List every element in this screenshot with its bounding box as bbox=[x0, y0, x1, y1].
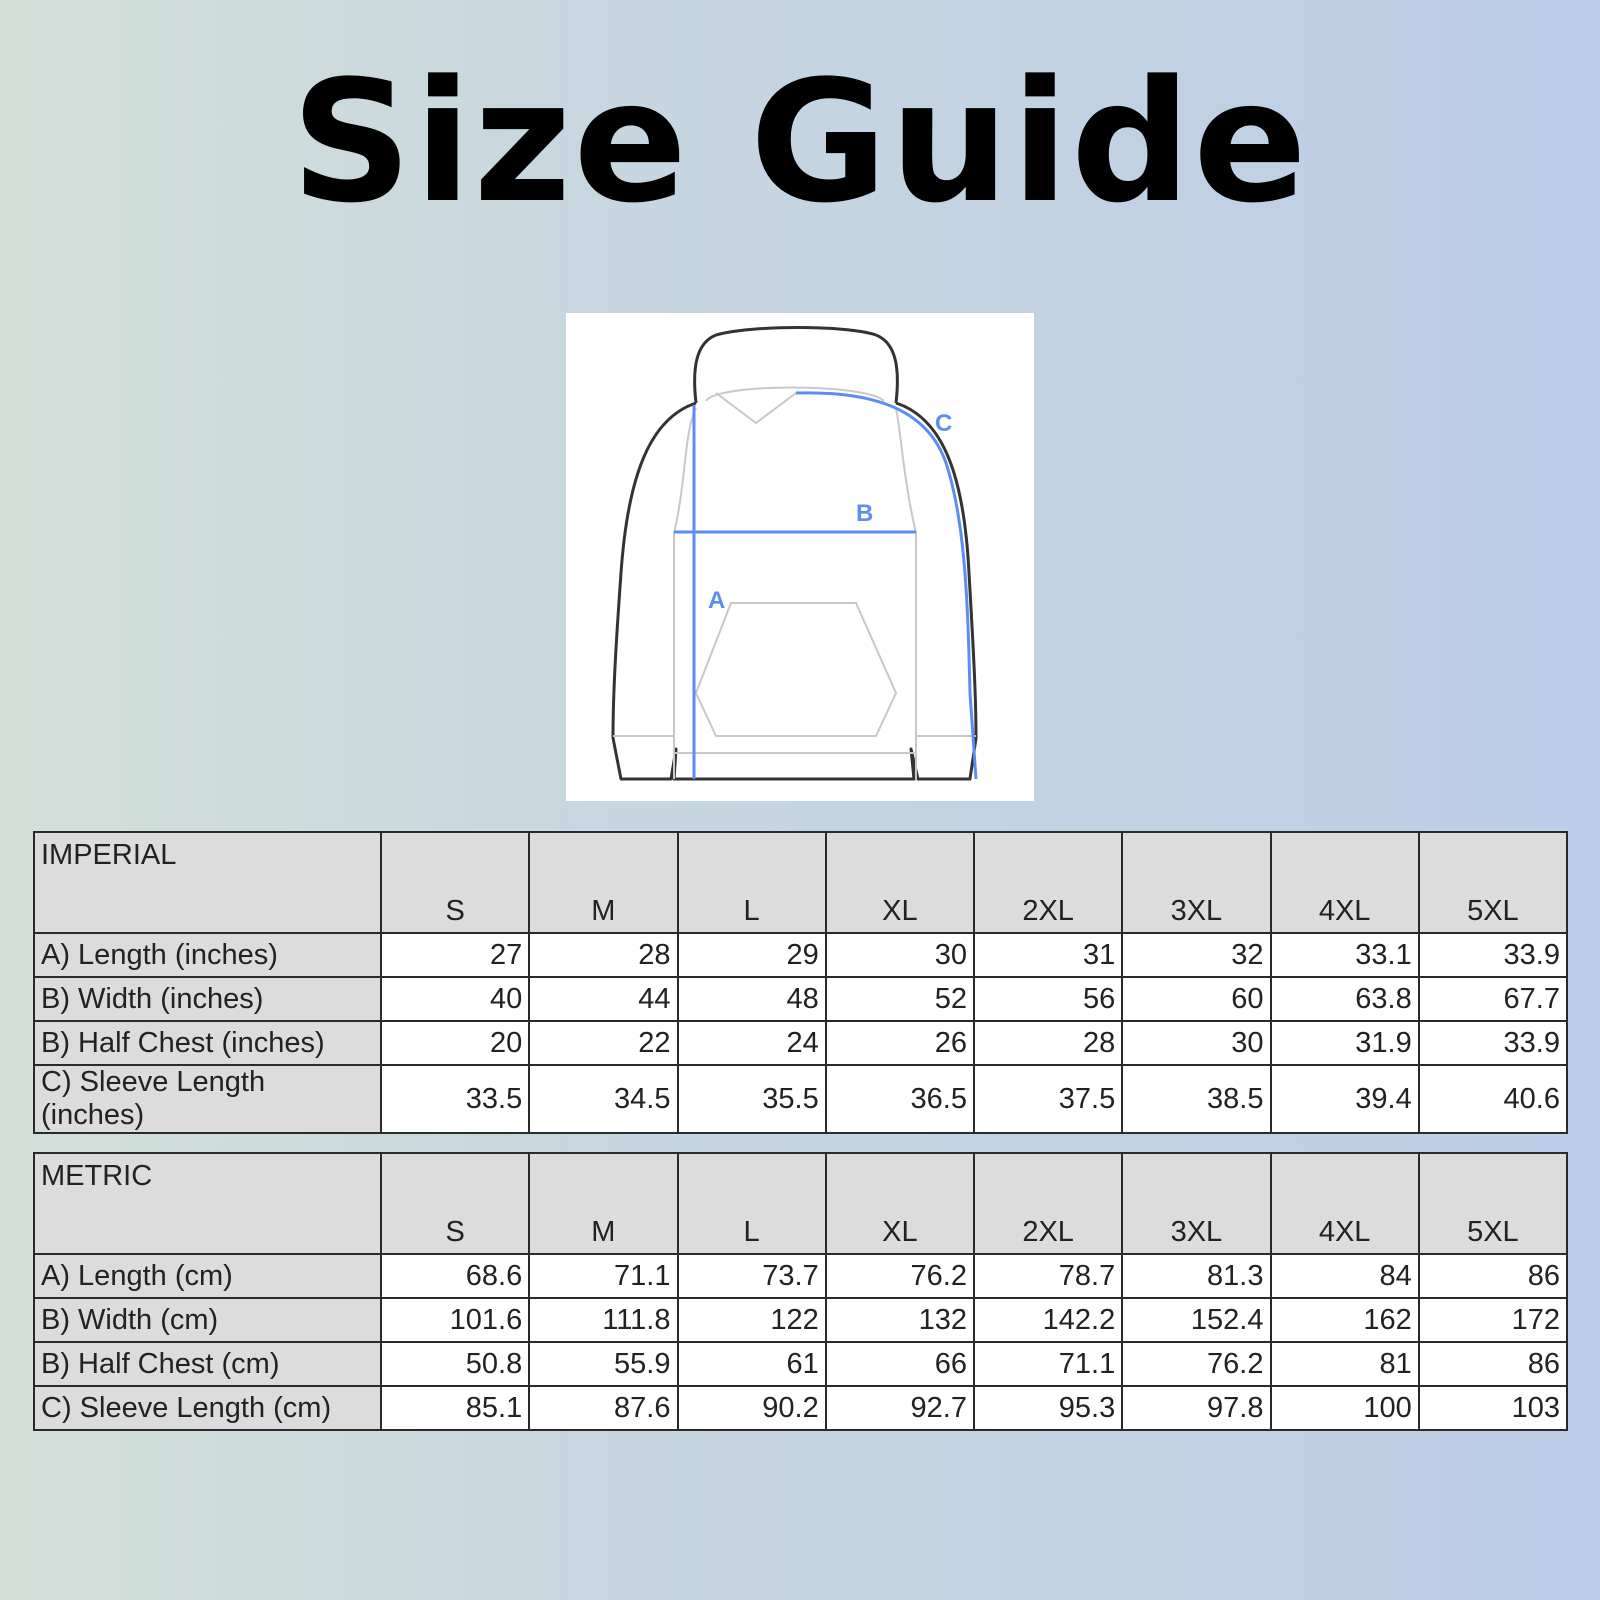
label-c: C bbox=[935, 410, 953, 437]
table-cell: 30 bbox=[1122, 1021, 1270, 1065]
table-cell: 162 bbox=[1271, 1298, 1419, 1342]
table-cell: 35.5 bbox=[678, 1065, 826, 1133]
table-cell: 86 bbox=[1419, 1254, 1567, 1298]
table-cell: 152.4 bbox=[1122, 1298, 1270, 1342]
table-row bbox=[34, 1021, 1567, 1065]
table-cell: 142.2 bbox=[974, 1298, 1122, 1342]
table-cell: 67.7 bbox=[1419, 977, 1567, 1021]
size-header: S bbox=[381, 832, 529, 933]
imperial-size-table bbox=[33, 831, 1568, 1134]
table-cell: 87.6 bbox=[529, 1386, 677, 1430]
table-cell: 33.5 bbox=[381, 1065, 529, 1133]
size-header: M bbox=[529, 1153, 677, 1254]
row-label: C) Sleeve Length (inches) bbox=[34, 1065, 381, 1133]
table-cell: 28 bbox=[974, 1021, 1122, 1065]
hoodie-inner-lines bbox=[613, 388, 976, 780]
table-cell: 31 bbox=[974, 933, 1122, 977]
table-cell: 60 bbox=[1122, 977, 1270, 1021]
table-cell: 33.9 bbox=[1419, 1021, 1567, 1065]
table-cell: 97.8 bbox=[1122, 1386, 1270, 1430]
table-cell: 63.8 bbox=[1271, 977, 1419, 1021]
table-row bbox=[34, 1254, 1567, 1298]
table-cell: 172 bbox=[1419, 1298, 1567, 1342]
row-label: A) Length (inches) bbox=[34, 933, 381, 977]
hoodie-diagram bbox=[566, 313, 1034, 801]
table-cell: 90.2 bbox=[678, 1386, 826, 1430]
table-cell: 33.1 bbox=[1271, 933, 1419, 977]
table-cell: 132 bbox=[826, 1298, 974, 1342]
table-row bbox=[34, 977, 1567, 1021]
table-cell: 78.7 bbox=[974, 1254, 1122, 1298]
table-cell: 36.5 bbox=[826, 1065, 974, 1133]
table-cell: 29 bbox=[678, 933, 826, 977]
table-cell: 84 bbox=[1271, 1254, 1419, 1298]
row-label: B) Width (cm) bbox=[34, 1298, 381, 1342]
row-label: B) Width (inches) bbox=[34, 977, 381, 1021]
table-header-row bbox=[34, 1153, 1567, 1254]
table-cell: 24 bbox=[678, 1021, 826, 1065]
table-cell: 76.2 bbox=[1122, 1342, 1270, 1386]
table-cell: 50.8 bbox=[381, 1342, 529, 1386]
metric-heading: METRIC bbox=[34, 1153, 381, 1254]
table-cell: 22 bbox=[529, 1021, 677, 1065]
table-cell: 100 bbox=[1271, 1386, 1419, 1430]
size-header: 3XL bbox=[1122, 1153, 1270, 1254]
table-cell: 68.6 bbox=[381, 1254, 529, 1298]
size-header: 2XL bbox=[974, 832, 1122, 933]
table-cell: 61 bbox=[678, 1342, 826, 1386]
table-cell: 85.1 bbox=[381, 1386, 529, 1430]
page-title: Size Guide bbox=[290, 44, 1310, 240]
table-cell: 20 bbox=[381, 1021, 529, 1065]
size-header: 4XL bbox=[1271, 1153, 1419, 1254]
table-cell: 31.9 bbox=[1271, 1021, 1419, 1065]
table-cell: 52 bbox=[826, 977, 974, 1021]
table-cell: 48 bbox=[678, 977, 826, 1021]
sleeve-measure-line bbox=[796, 393, 976, 779]
row-label: B) Half Chest (inches) bbox=[34, 1021, 381, 1065]
row-label: A) Length (cm) bbox=[34, 1254, 381, 1298]
table-cell: 73.7 bbox=[678, 1254, 826, 1298]
table-cell: 44 bbox=[529, 977, 677, 1021]
table-cell: 37.5 bbox=[974, 1065, 1122, 1133]
table-cell: 26 bbox=[826, 1021, 974, 1065]
row-label: C) Sleeve Length (cm) bbox=[34, 1386, 381, 1430]
label-b: B bbox=[856, 500, 874, 527]
size-header: 5XL bbox=[1419, 1153, 1567, 1254]
table-cell: 81.3 bbox=[1122, 1254, 1270, 1298]
table-row bbox=[34, 933, 1567, 977]
size-header: XL bbox=[826, 832, 974, 933]
table-cell: 33.9 bbox=[1419, 933, 1567, 977]
measure-lines bbox=[674, 393, 976, 779]
size-header: L bbox=[678, 832, 826, 933]
size-header: 4XL bbox=[1271, 832, 1419, 933]
table-cell: 28 bbox=[529, 933, 677, 977]
table-cell: 71.1 bbox=[974, 1342, 1122, 1386]
table-cell: 103 bbox=[1419, 1386, 1567, 1430]
size-header: XL bbox=[826, 1153, 974, 1254]
size-header: 2XL bbox=[974, 1153, 1122, 1254]
table-cell: 86 bbox=[1419, 1342, 1567, 1386]
table-row bbox=[34, 1386, 1567, 1430]
table-cell: 92.7 bbox=[826, 1386, 974, 1430]
table-cell: 39.4 bbox=[1271, 1065, 1419, 1133]
table-cell: 30 bbox=[826, 933, 974, 977]
table-cell: 71.1 bbox=[529, 1254, 677, 1298]
table-row bbox=[34, 1298, 1567, 1342]
table-cell: 76.2 bbox=[826, 1254, 974, 1298]
table-cell: 32 bbox=[1122, 933, 1270, 977]
table-cell: 95.3 bbox=[974, 1386, 1122, 1430]
table-cell: 122 bbox=[678, 1298, 826, 1342]
size-header: 3XL bbox=[1122, 832, 1270, 933]
label-a: A bbox=[708, 587, 726, 614]
imperial-heading: IMPERIAL bbox=[34, 832, 381, 933]
table-cell: 55.9 bbox=[529, 1342, 677, 1386]
table-cell: 66 bbox=[826, 1342, 974, 1386]
table-cell: 40.6 bbox=[1419, 1065, 1567, 1133]
size-header: M bbox=[529, 832, 677, 933]
table-row bbox=[34, 1342, 1567, 1386]
table-cell: 56 bbox=[974, 977, 1122, 1021]
metric-size-table bbox=[33, 1152, 1568, 1431]
table-cell: 40 bbox=[381, 977, 529, 1021]
table-cell: 38.5 bbox=[1122, 1065, 1270, 1133]
size-header: 5XL bbox=[1419, 832, 1567, 933]
table-row bbox=[34, 1065, 1567, 1133]
table-cell: 111.8 bbox=[529, 1298, 677, 1342]
size-header: S bbox=[381, 1153, 529, 1254]
table-header-row bbox=[34, 832, 1567, 933]
hoodie-illustration bbox=[566, 313, 1034, 801]
table-cell: 101.6 bbox=[381, 1298, 529, 1342]
row-label: B) Half Chest (cm) bbox=[34, 1342, 381, 1386]
table-cell: 81 bbox=[1271, 1342, 1419, 1386]
table-cell: 34.5 bbox=[529, 1065, 677, 1133]
table-cell: 27 bbox=[381, 933, 529, 977]
size-header: L bbox=[678, 1153, 826, 1254]
